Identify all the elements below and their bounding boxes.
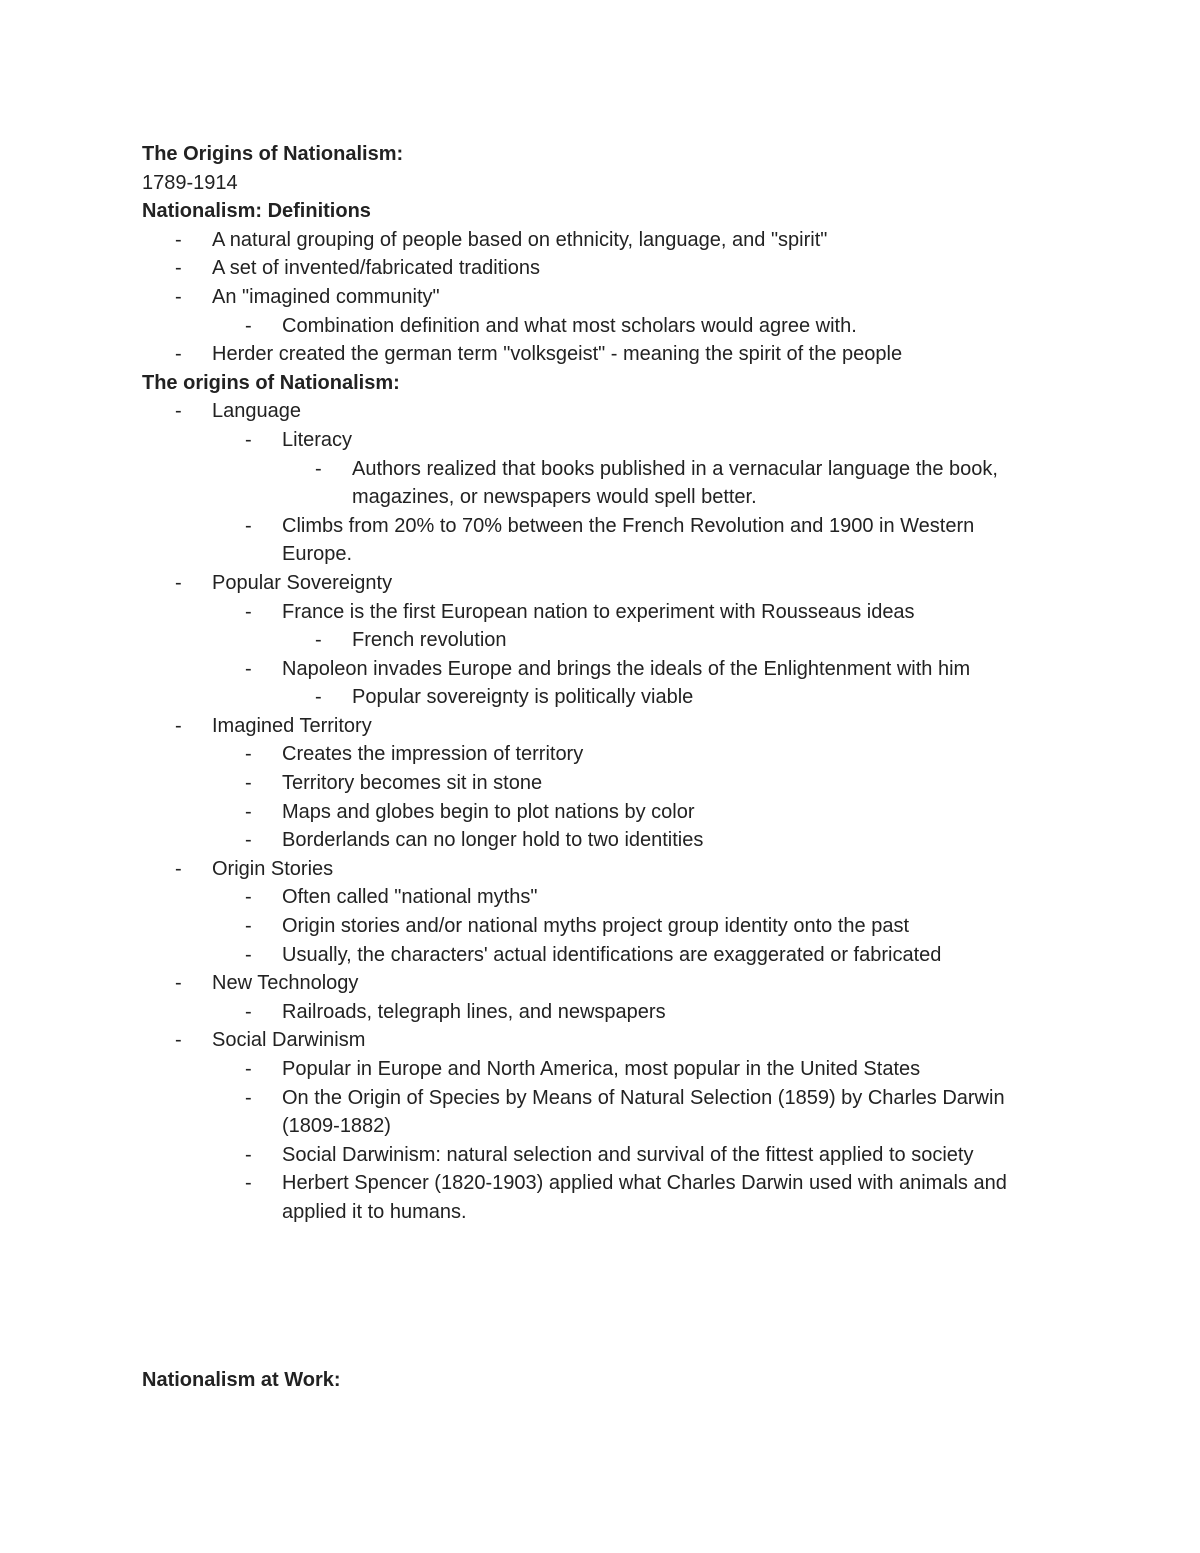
- bullet-dash: -: [245, 428, 252, 451]
- bullet-dash: -: [175, 228, 182, 251]
- bullet-dash: -: [245, 514, 252, 537]
- list-item: [142, 998, 1062, 1027]
- nested-list: [142, 626, 1062, 655]
- list-item-text: Popular sovereignty is politically viable: [352, 686, 694, 709]
- list-item-text: Popular Sovereignty: [212, 571, 393, 594]
- list-item-text: Napoleon invades Europe and brings the ideals of the Enlightenment with him: [282, 657, 971, 680]
- definitions-list: [142, 226, 1062, 369]
- bullet-dash: -: [245, 600, 252, 623]
- bullet-dash: -: [245, 829, 252, 852]
- nested-list: [142, 426, 1062, 569]
- list-item: [142, 512, 1062, 569]
- list-item-text: Maps and globes begin to plot nations by color: [282, 800, 695, 823]
- list-item: [142, 912, 1062, 941]
- list-item-text: A set of invented/fabricated traditions: [212, 257, 540, 280]
- bullet-dash: -: [175, 571, 182, 594]
- bullet-dash: -: [175, 343, 182, 366]
- nested-list: [142, 740, 1062, 854]
- bullet-dash: -: [245, 772, 252, 795]
- list-item: [142, 455, 1062, 512]
- date-range: 1789-1914: [142, 171, 238, 194]
- list-item-text: Combination definition and what most scholars would agree with.: [282, 314, 857, 337]
- bullet-dash: -: [175, 857, 182, 880]
- list-item-text: Herbert Spencer (1820-1903) applied what Charles Darwin used with animals and applied it to humans.: [282, 1172, 1007, 1223]
- list-item-text: On the Origin of Species by Means of Natural Selection (1859) by Charles Darwin (1809-1882): [282, 1086, 1005, 1138]
- bullet-dash: -: [175, 257, 182, 280]
- origins-heading: The origins of Nationalism:: [142, 371, 400, 394]
- list-item-text: Railroads, telegraph lines, and newspapers: [282, 1000, 666, 1023]
- list-item-text: Social Darwinism: natural selection and survival of the fittest applied to society: [282, 1143, 974, 1166]
- nested-list: [142, 883, 1062, 969]
- list-item-text: Often called "national myths": [282, 886, 538, 909]
- bullet-dash: -: [245, 1172, 252, 1195]
- list-item: [142, 826, 1062, 855]
- nationalism-at-work-heading: Nationalism at Work:: [142, 1369, 341, 1391]
- list-item: [142, 1169, 1062, 1226]
- list-item-text: Popular in Europe and North America, most popular in the United States: [282, 1058, 921, 1080]
- list-item-text: Authors realized that books published in a vernacular language the book, magazines, or newspapers would spell better.: [352, 457, 998, 509]
- nested-list: [142, 598, 1062, 712]
- list-item: [142, 626, 1062, 655]
- bullet-dash: -: [245, 314, 252, 337]
- list-item-text: Borderlands can no longer hold to two identities: [282, 829, 704, 852]
- list-item: [142, 283, 1062, 312]
- nested-list: [142, 683, 1062, 712]
- bullet-dash: -: [175, 972, 182, 995]
- list-item: [142, 312, 1062, 341]
- list-item: [142, 226, 1062, 255]
- list-item: [142, 1084, 1062, 1141]
- list-item: [142, 569, 1062, 598]
- bullet-dash: -: [245, 1000, 252, 1023]
- bullet-dash: -: [245, 1086, 252, 1109]
- bullet-dash: -: [175, 400, 182, 423]
- bullet-dash: -: [245, 1058, 252, 1080]
- list-item-text: French revolution: [352, 629, 507, 652]
- bullet-dash: -: [245, 886, 252, 909]
- bullet-dash: -: [245, 743, 252, 766]
- list-item-text: New Technology: [212, 972, 359, 995]
- nested-list: [142, 455, 1062, 512]
- list-item: [142, 883, 1062, 912]
- list-item-text: Social Darwinism: [212, 1029, 366, 1052]
- list-item: [142, 683, 1062, 712]
- list-item: [142, 397, 1062, 426]
- list-item-text: An "imagined community": [212, 285, 440, 308]
- definitions-heading: Nationalism: Definitions: [142, 200, 371, 223]
- list-item-text: Territory becomes sit in stone: [282, 772, 543, 795]
- nested-list: [142, 998, 1062, 1027]
- list-item-text: France is the first European nation to experiment with Rousseaus ideas: [282, 600, 915, 623]
- bullet-dash: -: [245, 943, 252, 966]
- bullet-dash: -: [245, 1143, 252, 1166]
- list-item: [142, 969, 1062, 998]
- list-item: [142, 941, 1062, 970]
- list-item: [142, 598, 1062, 627]
- bullet-dash: -: [315, 629, 322, 652]
- list-item-text: Origin Stories: [212, 857, 334, 880]
- list-item-text: Creates the impression of territory: [282, 743, 584, 766]
- list-item: [142, 740, 1062, 769]
- page-title: The Origins of Nationalism:: [142, 143, 404, 165]
- list-item: [142, 426, 1062, 455]
- bullet-dash: -: [315, 686, 322, 709]
- bullet-dash: -: [315, 457, 322, 480]
- bullet-dash: -: [245, 800, 252, 823]
- bullet-dash: -: [175, 285, 182, 308]
- list-item: [142, 855, 1062, 884]
- list-item: [142, 1055, 1062, 1084]
- list-item-text: Imagined Territory: [212, 714, 372, 737]
- list-item: [142, 254, 1062, 283]
- list-item: [142, 769, 1062, 798]
- list-item: [142, 1026, 1062, 1055]
- list-item-text: Origin stories and/or national myths project group identity onto the past: [282, 915, 910, 938]
- list-item: [142, 655, 1062, 684]
- bullet-dash: -: [175, 1029, 182, 1052]
- list-item: [142, 1141, 1062, 1170]
- nested-list: [142, 1055, 1062, 1227]
- list-item-text: Herder created the german term "volksgeist" - meaning the spirit of the people: [212, 343, 903, 366]
- bullet-dash: -: [175, 714, 182, 737]
- list-item-text: Literacy: [282, 428, 353, 451]
- list-item: [142, 712, 1062, 741]
- bullet-dash: -: [245, 657, 252, 680]
- list-item: [142, 798, 1062, 827]
- list-item-text: Language: [212, 400, 301, 423]
- origins-list: [142, 397, 1062, 1226]
- list-item-text: A natural grouping of people based on ethnicity, language, and "spirit": [212, 228, 828, 251]
- list-item-text: Usually, the characters' actual identifications are exaggerated or fabricated: [282, 943, 942, 966]
- list-item-text: Climbs from 20% to 70% between the French Revolution and 1900 in Western Europe.: [282, 514, 975, 566]
- list-item: [142, 340, 1062, 369]
- document-content: [142, 140, 1062, 1227]
- nested-list: [142, 312, 1062, 341]
- bullet-dash: -: [245, 915, 252, 938]
